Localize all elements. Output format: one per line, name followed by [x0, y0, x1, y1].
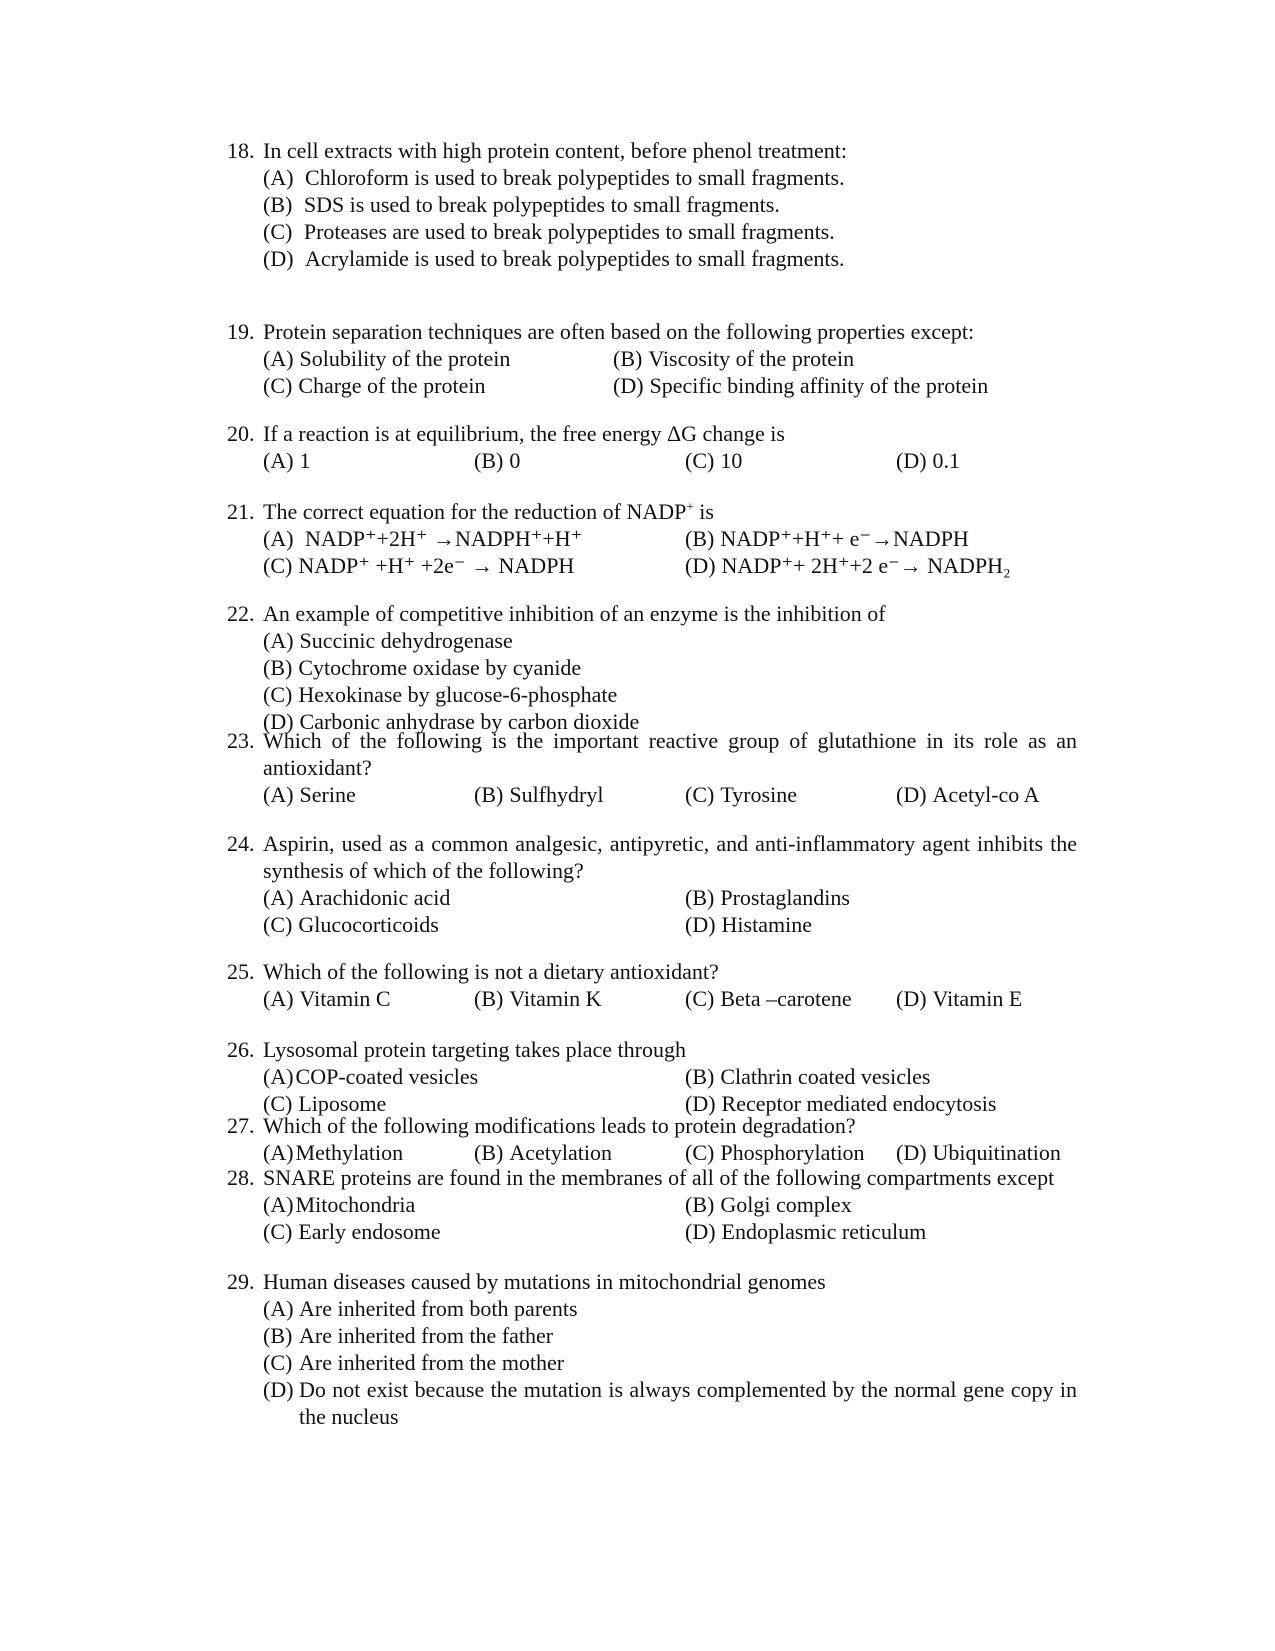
option-text: Liposome — [298, 1091, 387, 1116]
option-label: (D) — [896, 782, 927, 807]
options — [263, 1139, 1077, 1166]
option-label: (A) — [263, 1296, 294, 1321]
option-text: COP-coated vesicles — [295, 1064, 479, 1089]
option-label: (C) — [263, 373, 293, 398]
option-label: (C) — [685, 1140, 715, 1165]
option-text: Beta –carotene — [720, 986, 852, 1011]
option-text: Acetylation — [509, 1140, 612, 1165]
option-text: Methylation — [295, 1140, 404, 1165]
option-label: (D) — [263, 1377, 294, 1402]
option-label: (B) — [685, 526, 715, 551]
question-stem: SNARE proteins are found in the membranes of all of the following compartments except — [263, 1165, 1055, 1190]
option-label: (C) — [263, 219, 293, 244]
option-text: Phosphorylation — [720, 1140, 865, 1165]
option-text: Are inherited from the mother — [299, 1350, 565, 1375]
option-text: Proteases are used to break polypeptides to small fragments. — [303, 219, 835, 244]
option-text: Are inherited from both parents — [299, 1296, 578, 1321]
option-label: (B) — [685, 1064, 715, 1089]
question-number: 21. — [227, 499, 255, 524]
option-label: (D) — [263, 709, 294, 734]
question-29 — [227, 1268, 1077, 1430]
question-21 — [227, 498, 1077, 579]
option-text: Acrylamide is used to break polypeptides to small fragments. — [305, 246, 845, 271]
option-label: (C) — [263, 1350, 293, 1375]
options — [263, 884, 1077, 938]
option-text: Glucocorticoids — [298, 912, 439, 937]
option-text: 1 — [299, 448, 311, 473]
option-label: (B) — [263, 1323, 293, 1348]
option-label: (D) — [685, 1091, 716, 1116]
question-27 — [227, 1112, 1077, 1166]
options — [263, 164, 1077, 272]
option-label: (B) — [474, 448, 504, 473]
question-number: 26. — [227, 1037, 255, 1062]
option-text: Cytochrome oxidase by cyanide — [298, 655, 582, 680]
option-text: Are inherited from the father — [299, 1323, 554, 1348]
question-number: 18. — [227, 138, 255, 163]
option-text: Carbonic anhydrase by carbon dioxide — [299, 709, 640, 734]
option-label: (D) — [613, 373, 644, 398]
option-text: Succinic dehydrogenase — [299, 628, 513, 653]
question-number: 24. — [227, 831, 255, 856]
options — [263, 627, 1077, 735]
option-text: Solubility of the protein — [299, 346, 511, 371]
options — [263, 447, 1077, 474]
option-text: Vitamin E — [932, 986, 1023, 1011]
option-label: (B) — [685, 885, 715, 910]
option-label: (A) — [263, 1064, 294, 1089]
options — [263, 1063, 1077, 1117]
option-text: Chloroform is used to break polypeptides to small fragments. — [305, 165, 845, 190]
option-text: Mitochondria — [295, 1192, 416, 1217]
option-text: Ubiquitination — [932, 1140, 1061, 1165]
option-text: SDS is used to break polypeptides to small fragments. — [303, 192, 780, 217]
options — [263, 781, 1077, 808]
option-label: (D) — [263, 246, 294, 271]
option-text: Sulfhydryl — [509, 782, 604, 807]
option-label: (C) — [263, 912, 293, 937]
option-label: (B) — [685, 1192, 715, 1217]
option-text: NADP⁺+H⁺+ e⁻→NADPH — [720, 526, 969, 551]
option-label: (A) — [263, 782, 294, 807]
option-label: (D) — [896, 448, 927, 473]
question-19 — [227, 318, 1077, 399]
option-label: (B) — [613, 346, 643, 371]
option-label: (D) — [896, 986, 927, 1011]
option-label: (D) — [685, 553, 716, 578]
question-23 — [227, 727, 1077, 808]
question-20 — [227, 420, 1077, 474]
question-stem: Which of the following is the important reactive group of glutathione in its role as an antioxidant? — [263, 728, 1077, 780]
question-stem: Which of the following is not a dietary antioxidant? — [263, 959, 719, 984]
option-text: 10 — [720, 448, 743, 473]
option-text: Hexokinase by glucose-6-phosphate — [298, 682, 618, 707]
option-label: (B) — [263, 192, 293, 217]
question-number: 23. — [227, 728, 255, 753]
option-label: (A) — [263, 986, 294, 1011]
option-text: Do not exist because the mutation is always complemented by the normal gene copy in the nucleus — [299, 1377, 1077, 1429]
question-stem: In cell extracts with high protein content, before phenol treatment: — [263, 138, 848, 163]
option-text: Specific binding affinity of the protein — [649, 373, 989, 398]
question-number: 19. — [227, 319, 255, 344]
question-18 — [227, 137, 1077, 272]
option-label: (C) — [685, 782, 715, 807]
question-stem: Human diseases caused by mutations in mitochondrial genomes — [263, 1269, 826, 1294]
options — [263, 525, 1077, 579]
option-text: Serine — [299, 782, 356, 807]
question-number: 28. — [227, 1165, 255, 1190]
option-label: (A) — [263, 1140, 294, 1165]
options — [263, 1295, 1077, 1430]
option-label: (A) — [263, 628, 294, 653]
option-label: (A) — [263, 165, 294, 190]
option-label: (A) — [263, 885, 294, 910]
question-22 — [227, 600, 1077, 735]
question-stem: If a reaction is at equilibrium, the free energy ΔG change is — [263, 421, 785, 446]
question-stem: Aspirin, used as a common analgesic, antipyretic, and anti-inflammatory agent inhibits the synthesis of which of the following? — [263, 831, 1077, 883]
option-text: 0.1 — [932, 448, 961, 473]
question-number: 25. — [227, 959, 255, 984]
option-text: Viscosity of the protein — [648, 346, 855, 371]
question-stem: Protein separation techniques are often based on the following properties except: — [263, 319, 975, 344]
option-label: (A) — [263, 448, 294, 473]
option-text: Receptor mediated endocytosis — [721, 1091, 997, 1116]
question-number: 29. — [227, 1269, 255, 1294]
option-text: Vitamin K — [509, 986, 602, 1011]
options — [263, 985, 1077, 1012]
question-stem: An example of competitive inhibition of an enzyme is the inhibition of — [263, 601, 886, 626]
question-number: 22. — [227, 601, 255, 626]
option-label: (C) — [685, 986, 715, 1011]
option-text: Prostaglandins — [720, 885, 850, 910]
option-text: Clathrin coated vesicles — [720, 1064, 931, 1089]
option-text: Arachidonic acid — [299, 885, 451, 910]
option-text: Histamine — [721, 912, 812, 937]
option-label: (D) — [685, 1219, 716, 1244]
option-label: (C) — [263, 553, 293, 578]
option-text: NADP⁺ +H⁺ +2e⁻ → NADPH — [298, 553, 575, 578]
option-text: 0 — [509, 448, 521, 473]
option-label: (A) — [263, 1192, 294, 1217]
question-25 — [227, 958, 1077, 1012]
option-label: (B) — [474, 782, 504, 807]
question-28 — [227, 1164, 1077, 1245]
option-text: Vitamin C — [299, 986, 391, 1011]
option-label: (C) — [263, 1091, 293, 1116]
option-label: (D) — [896, 1140, 927, 1165]
option-label: (D) — [685, 912, 716, 937]
option-label: (A) — [263, 526, 294, 551]
option-label: (A) — [263, 346, 294, 371]
option-text: Charge of the protein — [298, 373, 486, 398]
options — [263, 345, 1077, 399]
option-text: NADP⁺+2H⁺ →NADPH⁺+H⁺ — [305, 526, 583, 551]
question-26 — [227, 1036, 1077, 1117]
question-stem: Which of the following modifications leads to protein degradation? — [263, 1113, 856, 1138]
option-text: Endoplasmic reticulum — [721, 1219, 927, 1244]
option-text: Acetyl-co A — [932, 782, 1040, 807]
question-stem: Lysosomal protein targeting takes place through — [263, 1037, 686, 1062]
option-text: Early endosome — [298, 1219, 441, 1244]
option-label: (B) — [263, 655, 293, 680]
option-label: (C) — [263, 1219, 293, 1244]
question-24 — [227, 830, 1077, 938]
option-text: NADP⁺+ 2H⁺+2 e⁻→ NADPH₂ — [721, 553, 1011, 578]
option-label: (B) — [474, 1140, 504, 1165]
options — [263, 1191, 1077, 1245]
question-number: 27. — [227, 1113, 255, 1138]
question-stem: The correct equation for the reduction of NADP+ is — [263, 498, 714, 524]
question-number: 20. — [227, 421, 255, 446]
option-text: Golgi complex — [720, 1192, 852, 1217]
option-label: (B) — [474, 986, 504, 1011]
option-text: Tyrosine — [720, 782, 797, 807]
option-label: (C) — [685, 448, 715, 473]
option-label: (C) — [263, 682, 293, 707]
